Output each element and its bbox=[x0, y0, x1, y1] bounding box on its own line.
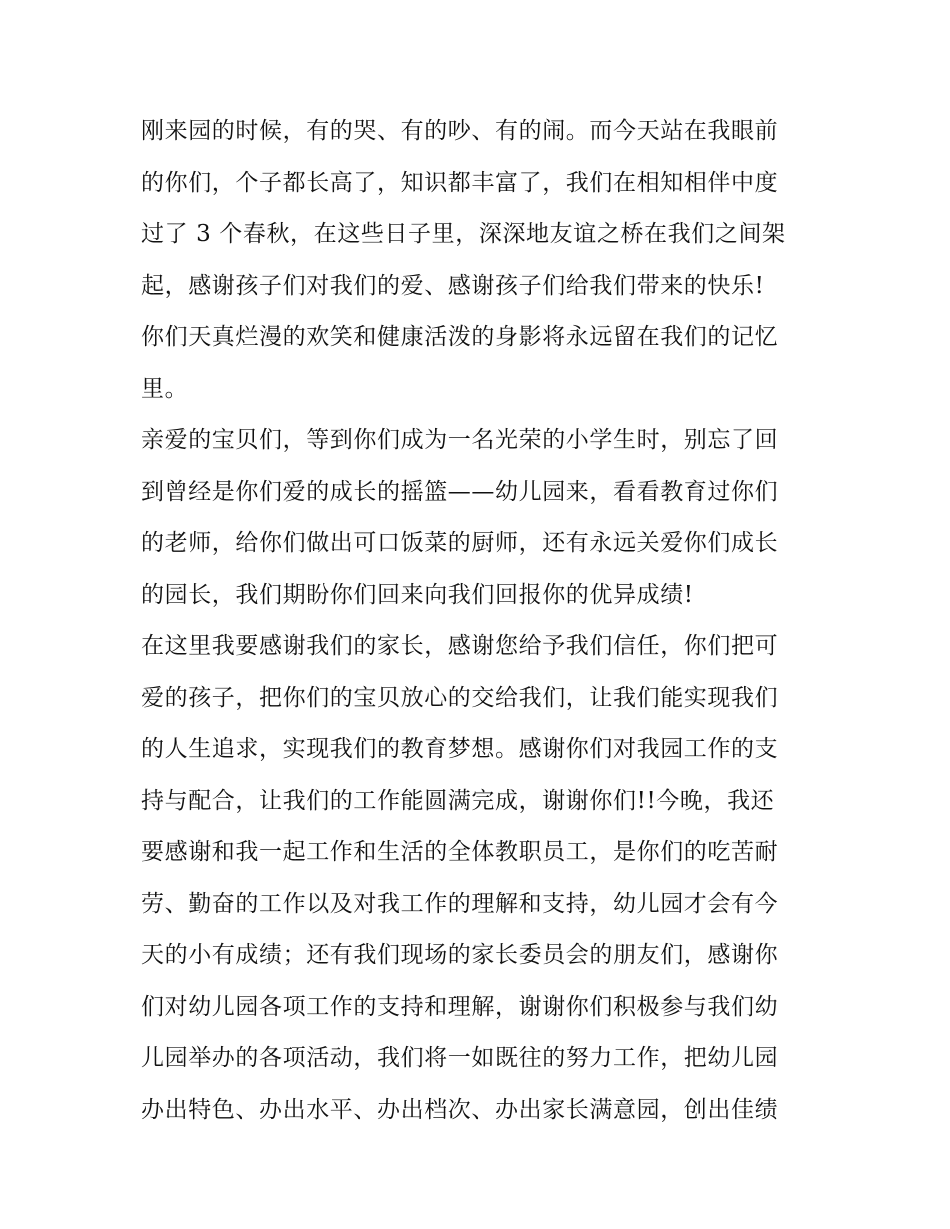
text-line: 亲爱的宝贝们，等到你们成为一名光荣的小学生时，别忘了回 bbox=[141, 427, 779, 453]
speech-text-block bbox=[141, 106, 841, 1136]
text-line: 的人生追求，实现我们的教育梦想。感谢你们对我园工作的支 bbox=[141, 736, 779, 762]
text-line: 要感谢和我一起工作和生活的全体教职员工，是你们的吃苦耐 bbox=[141, 839, 779, 865]
text-line: 持与配合，让我们的工作能圆满完成，谢谢你们!!今晚，我还 bbox=[141, 787, 775, 814]
text-line: 们对幼儿园各项工作的支持和理解，谢谢你们积极参与我们幼 bbox=[141, 993, 779, 1020]
text-line: 刚来园的时候，有的哭、有的吵、有的闹。而今天站在我眼前 bbox=[141, 118, 779, 144]
text-line: 里。 bbox=[141, 375, 189, 402]
text-line: 起，感谢孩子们对我们的爱、感谢孩子们给我们带来的快乐! bbox=[141, 272, 765, 299]
text-line: 天的小有成绩；还有我们现场的家长委员会的朋友们，感谢你 bbox=[141, 942, 779, 968]
text-line: 的老师，给你们做出可口饭菜的厨师，还有永远关爱你们成长 bbox=[141, 530, 779, 556]
text-line: 的园长，我们期盼你们回来向我们回报你的优异成绩! bbox=[141, 581, 694, 608]
text-line: 劳、勤奋的工作以及对我工作的理解和支持，幼儿园才会有今 bbox=[141, 890, 779, 917]
text-line: 办出特色、办出水平、办出档次、办出家长满意园，创出佳绩 bbox=[141, 1096, 779, 1123]
text-line: 到曾经是你们爱的成长的摇篮——幼儿园来，看看教育过你们 bbox=[141, 478, 779, 505]
text-line: 过了 3 个春秋，在这些日子里，深深地友谊之桥在我们之间架 bbox=[141, 221, 786, 247]
text-line: 在这里我要感谢我们的家长，感谢您给予我们信任，你们把可 bbox=[141, 633, 779, 659]
text-line: 爱的孩子，把你们的宝贝放心的交给我们，让我们能实现我们 bbox=[141, 684, 779, 711]
text-line: 儿园举办的各项活动，我们将一如既往的努力工作，把幼儿园 bbox=[141, 1045, 779, 1071]
text-line: 的你们，个子都长高了，知识都丰富了，我们在相知相伴中度 bbox=[141, 169, 779, 196]
text-line: 你们天真烂漫的欢笑和健康活泼的身影将永远留在我们的记忆 bbox=[141, 324, 779, 350]
